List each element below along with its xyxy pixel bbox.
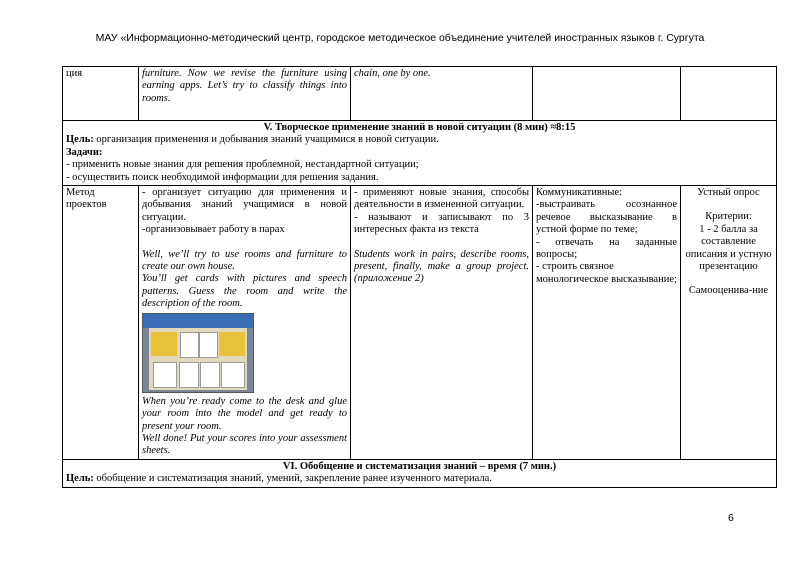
- cell-student-activity: - применяют новые знания, способы деятельности в измененной ситуации. - называют и записывают по 3 интересных факта из текста Students work in pairs, describe rooms, present, finally, make a group project. (приложение 2): [351, 186, 533, 460]
- section-5-title: V. Творческое применение знаний в новой ситуации (8 мин) ≈8:15: [263, 122, 576, 133]
- cell-teacher: furniture. Now we revise the furniture using earning apps. Let’s try to classify things into rooms.: [139, 67, 351, 121]
- section-5-task-2: - осуществить поиск необходимой информации для решения задания.: [66, 171, 379, 183]
- section-6-goal: Цель: обобщение и систематизация знаний, умений, закрепление ранее изученного материала.: [66, 473, 492, 485]
- section-6-block: [63, 459, 777, 487]
- section-6-title: VI. Обобщение и систематизация знаний – время (7 мин.): [282, 460, 557, 472]
- cell-uud: [533, 67, 681, 121]
- cell-uud: Коммуникативные: -выстраивать осознанное речевое высказывание в устной форме по теме; - отвечать на заданные вопросы; - строить связное монологическое высказывание;: [533, 186, 681, 460]
- table-row: [63, 67, 777, 121]
- cell-control: [681, 67, 777, 121]
- section-header-row: [63, 459, 777, 487]
- cell-control: Устный опрос Критерии: 1 - 2 балла за составление описания и устную презентацию Самооценива-ние: [681, 186, 777, 460]
- cell-student: chain, one by one.: [351, 67, 533, 121]
- section-5-tasks-label: Задачи:: [66, 146, 103, 158]
- cell-method: Метод проектов: [63, 186, 139, 460]
- page-header: МАУ «Информационно-методический центр, городское методическое объединение учителей иностранных языков г. Сургута: [95, 32, 705, 44]
- page-number: 6: [728, 512, 734, 524]
- section-header-row: [63, 121, 777, 186]
- section-5-block: [63, 121, 777, 186]
- lesson-table: [62, 66, 777, 488]
- table-row: [63, 186, 777, 460]
- section-5-goal: Цель: организация применения и добывания знаний учащимися в новой ситуации.: [66, 134, 439, 146]
- cell-teacher-activity: - организует ситуацию для применения и добывания знаний учащимися в новой ситуации. -организовывает работу в парах Well, we’ll try to use rooms and furniture to create our own house. You’ll get cards with pictures and speech patterns. Guess the room and write the description of the room. When you’re ready come to the desk and glue your room into the model and get ready to present your room. Well done! Put your scores into your assessment sheets.: [139, 186, 351, 460]
- house-model-photo: [142, 313, 254, 393]
- section-5-task-1: - применить новые знания для решения проблемной, нестандартной ситуации;: [66, 159, 419, 171]
- cell-stage: ция: [63, 67, 139, 121]
